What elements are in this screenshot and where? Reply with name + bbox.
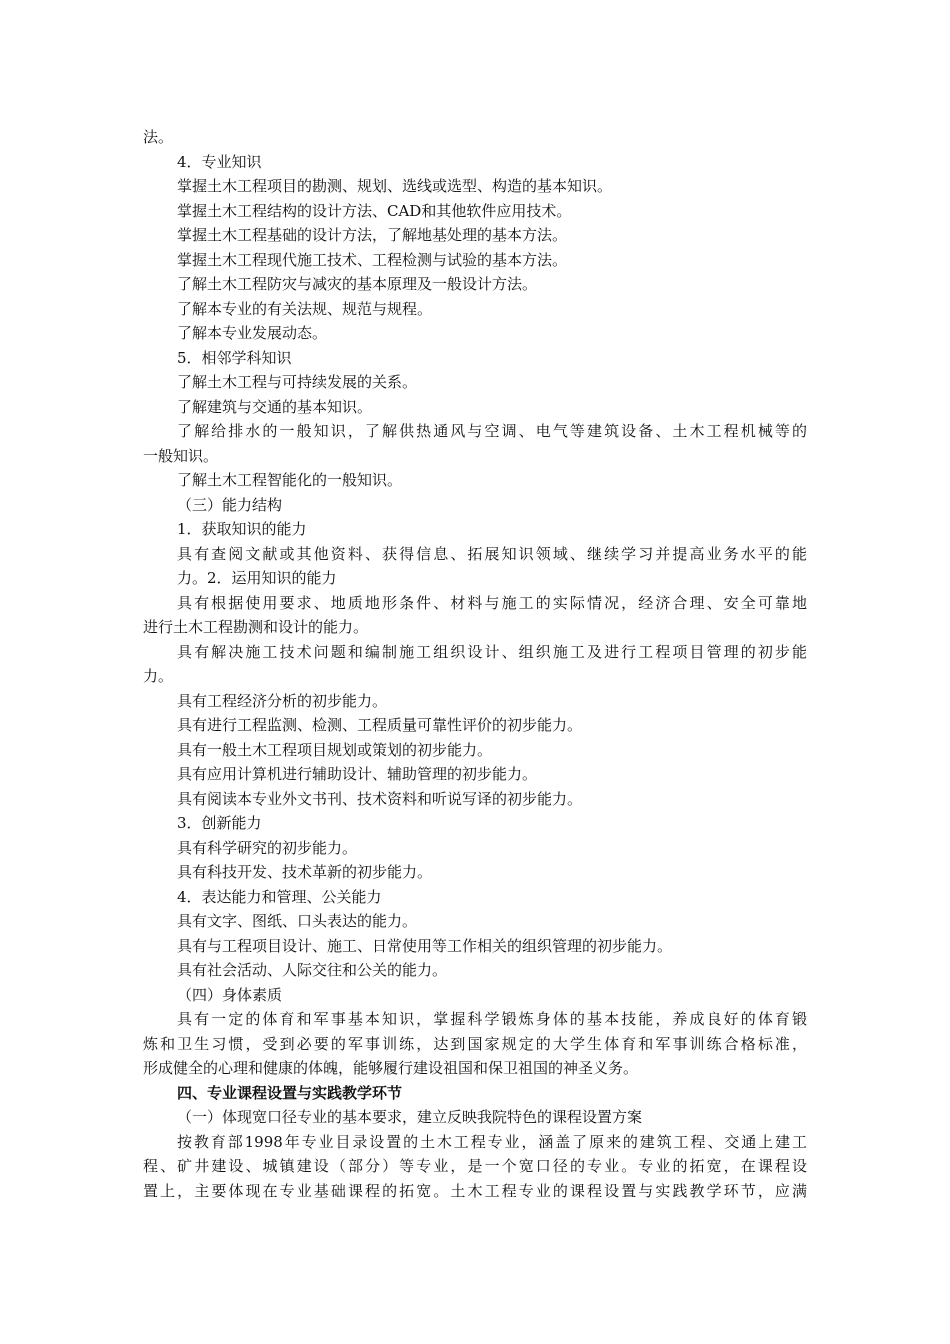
document-body [143,125,807,1203]
text-line: 具有科技开发、技术革新的初步能力。 [177,863,433,881]
text-line: 具有与工程项目设计、施工、日常使用等工作相关的组织管理的初步能力。 [177,936,673,955]
text-line: 一般知识。 [143,446,219,465]
text-line: 掌握土木工程项目的勘测、规划、选线或选型、构造的基本知识。 [177,177,613,195]
text-line: 了解本专业的有关法规、规范与规程。 [177,299,433,318]
text-line: 具有文字、图纸、口头表达的能力。 [177,912,418,930]
text-line: 具有社会活动、人际交往和公关的能力。 [177,961,448,979]
text-line: 4．表达能力和管理、公关能力 [177,887,382,906]
text-line: 具有解决施工技术问题和编制施工组织设计、组织施工及进行工程项目管理的初步能 [177,642,807,661]
text-line: （四）身体素质 [177,985,283,1004]
text-line: 掌握土木工程现代施工技术、工程检测与试验的基本方法。 [177,250,568,269]
text-line: 具有一定的体育和军事基本知识，掌握科学锻炼身体的基本技能，养成良好的体育锻 [177,1010,807,1028]
text-line: 法。 [143,128,174,146]
text-line: 具有一般土木工程项目规划或策划的初步能力。 [177,740,493,759]
text-line: 了解本专业发展动态。 [177,324,328,342]
section-heading: 四、专业课程设置与实践教学环节 [177,1083,403,1102]
text-line: 了解建筑与交通的基本知识。 [177,397,373,416]
text-line: 5．相邻学科知识 [177,348,292,367]
text-line: 具有查阅文献或其他资料、获得信息、拓展知识领域、继续学习并提高业务水平的能 [177,544,807,563]
text-line: 具有根据使用要求、地质地形条件、材料与施工的实际情况，经济合理、安全可靠地 [177,593,807,612]
text-line: 3．创新能力 [177,814,262,832]
text-line: 了解土木工程与可持续发展的关系。 [177,373,418,391]
text-line: 力。 [143,667,174,685]
text-line: 了解土木工程防灾与减灾的基本原理及一般设计方法。 [177,275,538,293]
text-line: 具有进行工程监测、检测、工程质量可靠性评价的初步能力。 [177,716,583,734]
text-line: 了解土木工程智能化的一般知识。 [177,471,403,489]
text-line: 具有阅读本专业外文书刊、技术资料和听说写译的初步能力。 [177,789,583,808]
text-line: 掌握土木工程结构的设计方法、CAD和其他软件应用技术。 [177,201,572,220]
text-line: 1．获取知识的能力 [177,520,307,538]
text-line: 了解给排水的一般知识，了解供热通风与空调、电气等建筑设备、土木工程机械等的 [177,422,807,440]
text-line: 置上，主要体现在专业基础课程的拓宽。土木工程专业的课程设置与实践教学环节，应满 [143,1181,807,1200]
text-line: 具有科学研究的初步能力。 [177,838,358,857]
text-line: 程、矿井建设、城镇建设（部分）等专业，是一个宽口径的专业。专业的拓宽，在课程设 [143,1157,807,1175]
text-line: 进行土木工程勘测和设计的能力。 [143,618,369,636]
text-line: （三）能力结构 [177,495,283,514]
text-line: 形成健全的心理和健康的体魄，能够履行建设祖国和保卫祖国的神圣义务。 [143,1059,639,1077]
text-line: （一）体现宽口径专业的基本要求，建立反映我院特色的课程设置方案 [177,1108,643,1126]
text-line: 具有应用计算机进行辅助设计、辅助管理的初步能力。 [177,765,538,783]
text-line: 炼和卫生习惯，受到必要的军事训练，达到国家规定的大学生体育和军事训练合格标准， [143,1034,807,1053]
text-line: 按教育部1998年专业目录设置的土木工程专业，涵盖了原来的建筑工程、交通上建工 [177,1132,807,1151]
text-line: 掌握土木工程基础的设计方法，了解地基处理的基本方法。 [177,226,568,244]
text-line: 力。2．运用知识的能力 [177,569,337,587]
text-line: 4．专业知识 [177,152,262,171]
text-line: 具有工程经济分析的初步能力。 [177,691,388,710]
